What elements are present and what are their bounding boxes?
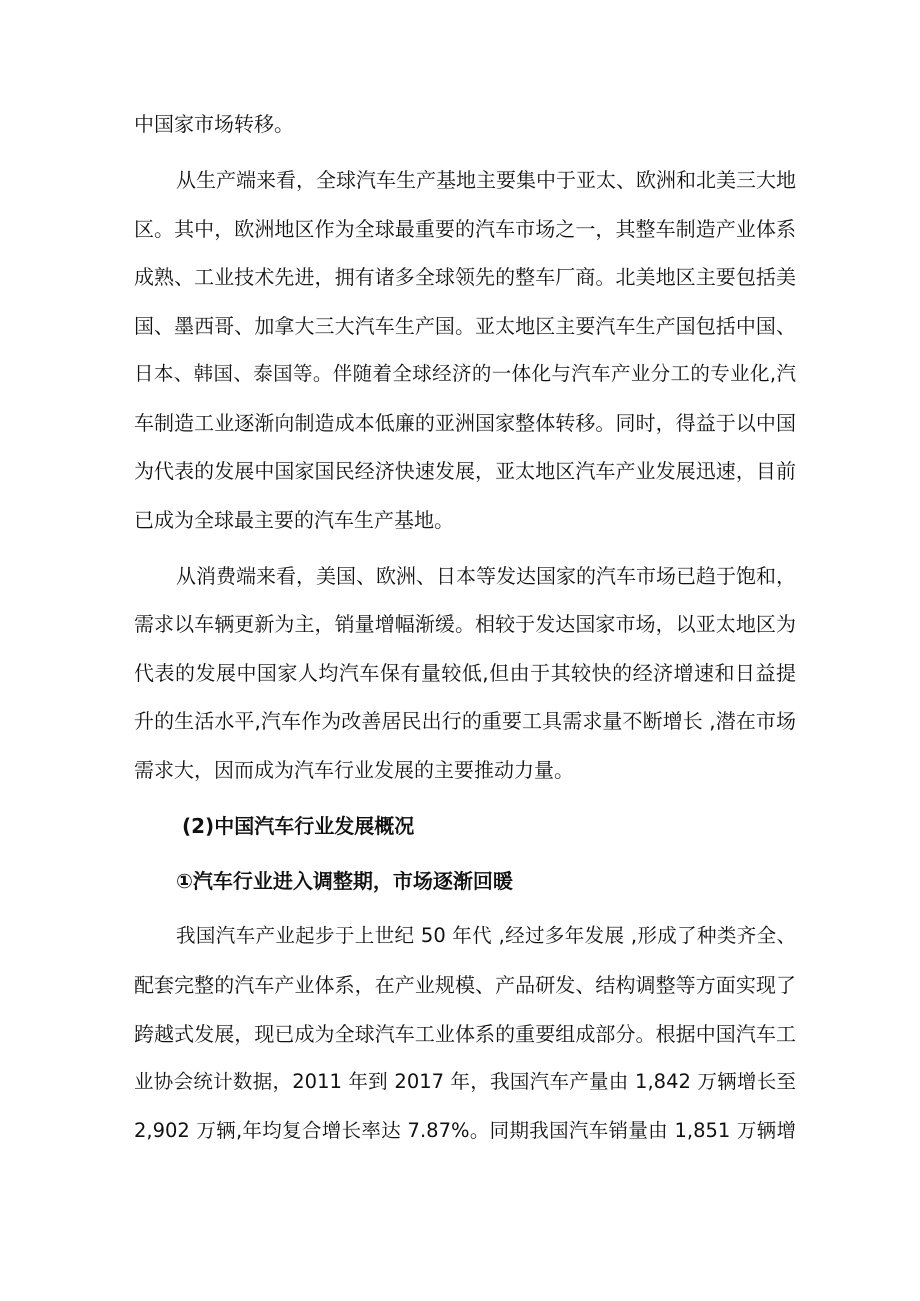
paragraph-2-line-2: 需求以车辆更新为主，销量增幅渐缓。相较于发达国家市场，以亚太地区为 (134, 612, 796, 636)
paragraph-3-line-4: 业协会统计数据，2011 年到 2017 年，我国汽车产量由 1,842 万辆增长至 (134, 1070, 796, 1093)
paragraph-1-line-5: 日本、韩国、泰国等。伴随着全球经济的一体化与汽车产业分工的专业化,汽 (134, 362, 796, 385)
paragraph-1-line-7: 为代表的发展中国家国民经济快速发展，亚太地区汽车产业发展迅速，目前 (134, 459, 796, 483)
subsection-heading: ①汽车行业进入调整期，市场逐渐回暖 (176, 869, 513, 893)
paragraph-3-line-3: 跨越式发展，现已成为全球汽车工业体系的重要组成部分。根据中国汽车工 (134, 1022, 796, 1046)
paragraph-2-line-5: 需求大，因而成为汽车行业发展的主要推动力量。 (134, 758, 574, 782)
section-heading: (2)中国汽车行业发展概况 (182, 814, 415, 838)
paragraph-2-line-1: 从消费端来看，美国、欧洲、日本等发达国家的汽车市场已趋于饱和， (176, 564, 796, 588)
paragraph-0-line-1: 中国家市场转移。 (134, 112, 294, 136)
paragraph-2-line-3: 代表的发展中国家人均汽车保有量较低,但由于其较快的经济增速和日益提 (134, 661, 796, 685)
paragraph-2-line-4: 升的生活水平,汽车作为改善居民出行的重要工具需求量不断增长 ,潜在市场 (134, 709, 796, 733)
paragraph-3-line-2: 配套完整的汽车产业体系，在产业规模、产品研发、结构调整等方面实现了 (134, 973, 796, 997)
paragraph-1-line-6: 车制造工业逐渐向制造成本低廉的亚洲国家整体转移。同时，得益于以中国 (134, 411, 796, 435)
paragraph-3-line-1: 我国汽车产业起步于上世纪 50 年代 ,经过多年发展 ,形成了种类齐全、 (176, 924, 796, 947)
paragraph-1-line-2: 区。其中，欧洲地区作为全球最重要的汽车市场之一，其整车制造产业体系 (134, 217, 796, 241)
paragraph-1-line-3: 成熟、工业技术先进，拥有诸多全球领先的整车厂商。北美地区主要包括美 (134, 265, 796, 289)
paragraph-1-line-1: 从生产端来看，全球汽车生产基地主要集中于亚太、欧洲和北美三大地 (176, 168, 796, 192)
paragraph-3-line-5: 2,902 万辆,年均复合增长率达 7.87%。同期我国汽车销量由 1,851 万辆增 (134, 1119, 796, 1142)
paragraph-1-line-8: 已成为全球最主要的汽车生产基地。 (134, 508, 454, 532)
paragraph-1-line-4: 国、墨西哥、加拿大三大汽车生产国。亚太地区主要汽车生产国包括中国、 (134, 314, 796, 338)
